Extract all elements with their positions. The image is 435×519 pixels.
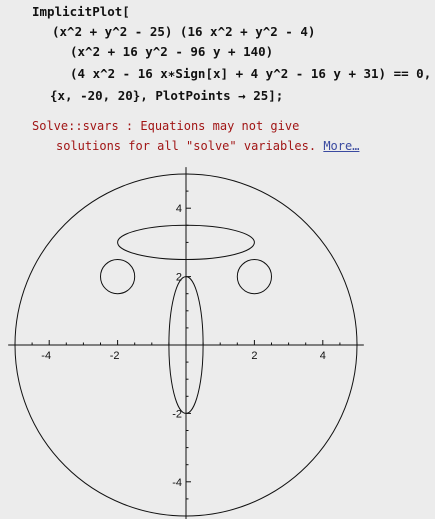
input-line[interactable]: ImplicitPlot[: [32, 4, 130, 19]
y-tick-label: 4: [175, 203, 182, 216]
warning-line-2: [56, 136, 359, 156]
x-tick-label: 4: [319, 350, 326, 362]
warning-text: solutions for all "solve" variables.: [56, 139, 317, 153]
x-tick-label: -4: [41, 350, 52, 362]
input-line[interactable]: (x^2 + y^2 - 25) (16 x^2 + y^2 - 4): [52, 24, 316, 39]
right-eye-circle: [237, 260, 271, 294]
y-tick-label: 2: [175, 271, 182, 284]
warning-line: Solve::svars : Equations may not give: [32, 119, 300, 133]
x-tick-label: 2: [251, 350, 258, 362]
input-line[interactable]: (4 x^2 - 16 x∗Sign[x] + 4 y^2 - 16 y + 31) == 0,: [70, 66, 432, 81]
input-line[interactable]: (x^2 + 16 y^2 - 96 y + 140): [70, 44, 274, 59]
plot-area: [0, 160, 435, 519]
y-tick-label: -2: [172, 408, 182, 421]
y-tick-label: -4: [172, 476, 182, 489]
more-link[interactable]: More…: [323, 139, 360, 153]
x-tick-label: -2: [109, 350, 120, 362]
plot-svg: [0, 160, 435, 519]
input-line[interactable]: {x, -20, 20}, PlotPoints → 25];: [50, 88, 284, 103]
left-eye-circle: [101, 260, 135, 294]
